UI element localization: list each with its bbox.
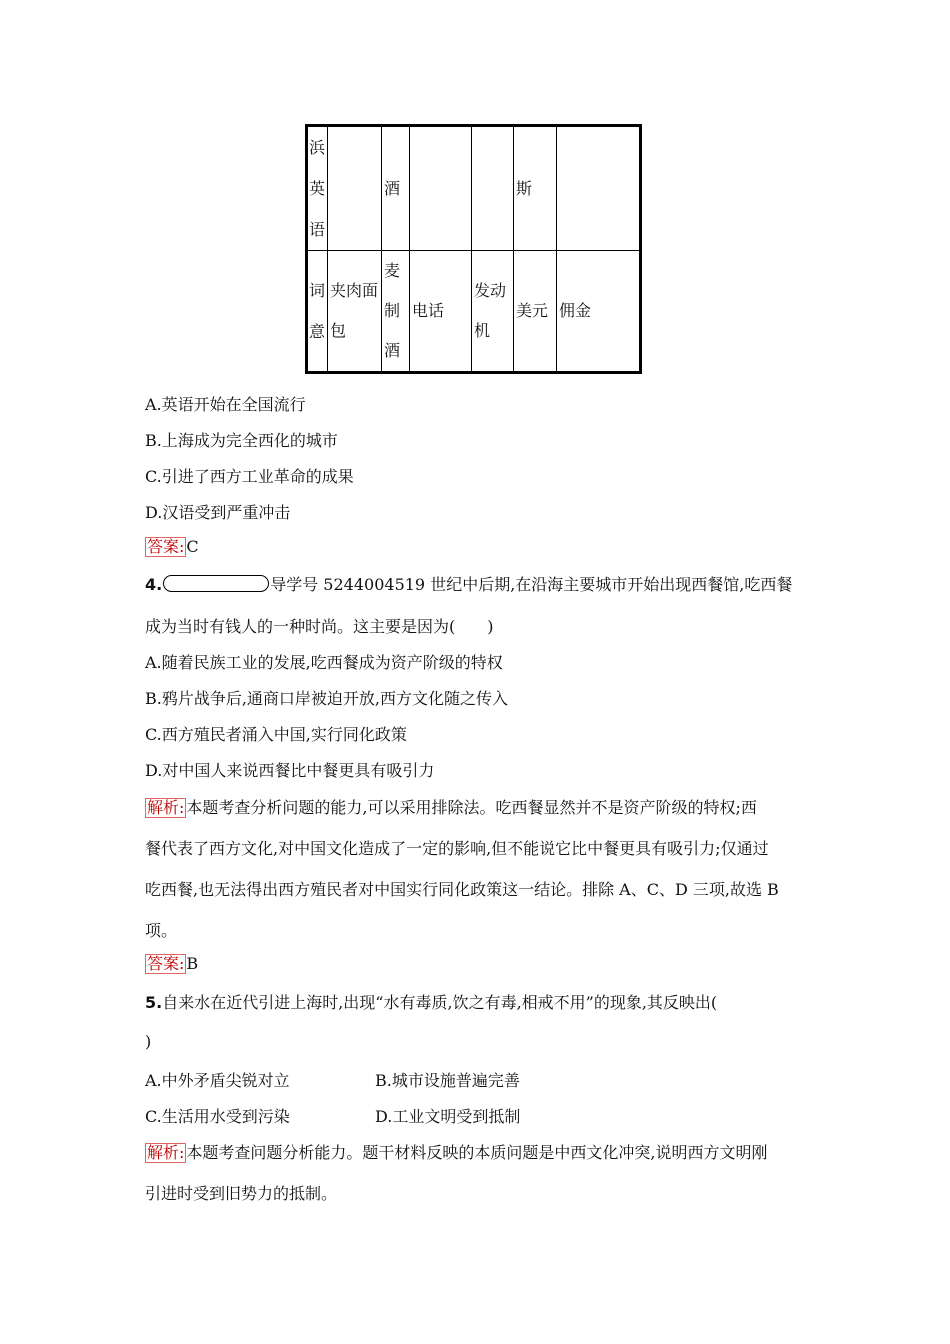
q4-stem-text: 导学号 5244004519 世纪中后期,在沿海主要城市开始出现西餐馆,吃西餐 [270,575,793,594]
q4-option-b: B.鸦片战争后,通商口岸被迫开放,西方文化随之传入 [145,689,509,708]
q5-stem-text: 自来水在近代引进上海时,出现“水有毒质,饮之有毒,相戒不用”的现象,其反映出( [162,993,718,1012]
answer-value: C [186,537,199,556]
q5-analysis-line-2: 引进时受到旧势力的抵制。 [145,1184,338,1203]
q4-analysis-line-3: 吃西餐,也无法得出西方殖民者对中国实行同化政策这一结论。排除 A、C、D 三项,故选 B [145,880,779,899]
q4-analysis-line-1 [145,795,757,818]
table-cell: 美元 [514,251,557,373]
table-cell [410,126,472,251]
question-number: 4. [145,575,163,594]
table-cell [472,126,514,251]
table-row [307,251,641,373]
table-cell: 酒 [382,126,410,251]
table-row [307,126,641,251]
q4-answer [145,954,198,974]
table-cell [328,126,382,251]
q4-analysis-line-4: 项。 [145,921,178,940]
q4-analysis-line-2: 餐代表了西方文化,对中国文化造成了一定的影响,但不能说它比中餐更具有吸引力;仅通过 [145,839,769,858]
table-cell: 麦制酒 [382,251,410,373]
q3-option-a: A.英语开始在全国流行 [145,395,306,414]
analysis-label: 解析: [147,798,185,817]
table-cell: 词意 [307,251,328,373]
table-cell: 浜英语 [307,126,328,251]
table-cell: 电话 [410,251,472,373]
answer-label: 答案: [147,954,185,973]
analysis-label: 解析: [147,1143,185,1162]
q4-option-d: D.对中国人来说西餐比中餐更具有吸引力 [145,761,435,780]
q3-option-d: D.汉语受到严重冲击 [145,503,291,522]
answer-label: 答案: [147,537,185,556]
q4-option-a: A.随着民族工业的发展,吃西餐成为资产阶级的特权 [145,653,503,672]
vocabulary-table [305,124,642,374]
q4-stem-line-1 [145,572,792,595]
table-cell [557,126,641,251]
q3-option-c: C.引进了西方工业革命的成果 [145,467,354,486]
q5-option-a: A.中外矛盾尖锐对立 [145,1071,290,1090]
q5-stem-line-2: ) [145,1032,152,1051]
q3-answer [145,537,199,557]
q5-stem-line-1 [145,990,717,1013]
q5-option-b: B.城市设施普遍完善 [375,1071,520,1090]
q5-option-c: C.生活用水受到污染 [145,1107,290,1126]
q5-analysis-line-1 [145,1140,768,1163]
q4-option-c: C.西方殖民者涌入中国,实行同化政策 [145,725,407,744]
q4-stem-line-2: 成为当时有钱人的一种时尚。这主要是因为( ) [145,617,494,636]
table-cell: 斯 [514,126,557,251]
analysis-text: 本题考查分析问题的能力,可以采用排除法。吃西餐显然并不是资产阶级的特权;西 [186,798,757,817]
analysis-text: 本题考查问题分析能力。题干材料反映的本质问题是中西文化冲突,说明西方文明刚 [186,1143,768,1162]
table-cell: 发动机 [472,251,514,373]
answer-value: B [186,954,199,973]
guide-number-placeholder [163,575,269,592]
q3-option-b: B.上海成为完全西化的城市 [145,431,338,450]
q5-option-d: D.工业文明受到抵制 [375,1107,521,1126]
table-cell: 佣金 [557,251,641,373]
table-cell: 夹肉面包 [328,251,382,373]
question-number: 5. [145,993,163,1012]
